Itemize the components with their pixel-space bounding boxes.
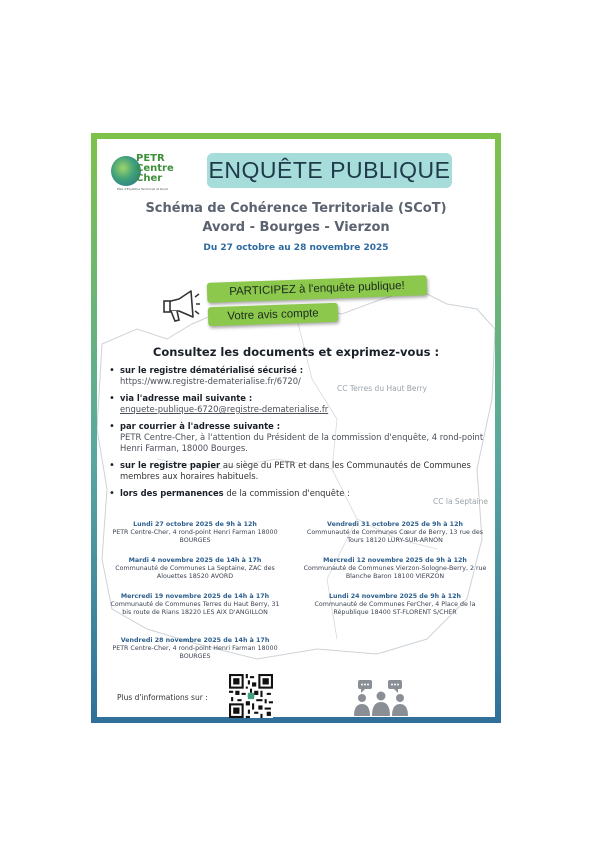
permanence-item: Mardi 4 novembre 2025 de 14h à 17h Communauté de Communes La Septaine, ZAC des Alouettes 18520 AVORD xyxy=(115,557,275,580)
permanence-item: Mercredi 19 novembre 2025 de 14h à 17h Communauté de Communes Terres du Haut Berry, 31 bis route de Rians 18220 LES AIX D'ANGILLON xyxy=(110,593,280,616)
more-info-label: Plus d'informations sur : xyxy=(117,693,208,702)
petr-logo xyxy=(111,154,193,194)
method-email: • via l'adresse mail suivante : enquete-publique-6720@registre-dematerialise.fr xyxy=(109,393,489,415)
email-link[interactable]: enquete-publique-6720@registre-dematerialise.fr xyxy=(120,404,329,414)
permanence-item: Lundi 27 octobre 2025 de 9h à 12h PETR Centre-Cher, 4 rond-point Henri Farman 18000 BOURGES xyxy=(112,521,278,544)
subtitle-cities: Avord - Bourges - Vierzon xyxy=(202,220,390,235)
permanence-item: Vendredi 28 novembre 2025 de 14h à 17h PETR Centre-Cher, 4 rond-point Henri Farman 18000 BOURGES xyxy=(112,637,278,660)
page-title: ENQUÊTE PUBLIQUE xyxy=(208,157,451,183)
method-online-registry: • sur le registre dématérialisé sécurisé : https://www.registre-dematerialise.fr/6720/ xyxy=(109,365,489,387)
enquiry-dates: Du 27 octobre au 28 novembre 2025 xyxy=(203,243,389,253)
map-label-septaine: CC la Septaine xyxy=(433,497,489,506)
your-opinion-banner: Votre avis compte xyxy=(208,303,339,327)
megaphone-icon xyxy=(159,287,201,327)
logo-tagline: Pôle d'Équilibre Territorial et Rural xyxy=(117,187,168,191)
discussion-people-icon xyxy=(352,680,410,716)
permanence-item: Lundi 24 novembre 2025 de 9h à 12h Communauté de Communes FerCher, 4 Place de la République 18400 ST-FLORENT S/CHER xyxy=(314,593,476,616)
map-label-terres-haut-berry: CC Terres du Haut Berry xyxy=(337,384,427,393)
permanence-item: Vendredi 31 octobre 2025 de 9h à 12h Communauté de Communes Cœur de Berry, 13 rue des Tours 18120 LURY-SUR-ARNON xyxy=(306,521,484,544)
method-paper-registry: • sur le registre papier au siège du PETR et dans les Communautés de Communes membres aux horaires habituels. xyxy=(109,460,489,482)
postal-address: PETR Centre-Cher, à l'attention du Président de la commission d'enquête, 4 rond-point Henri Farman, 18000 Bourges. xyxy=(120,432,484,453)
participate-banner: PARTICIPEZ à l'enquête publique! xyxy=(207,275,428,303)
poster xyxy=(91,133,501,723)
subtitle-scot: Schéma de Cohérence Territoriale (SCoT) xyxy=(145,201,447,216)
title-banner xyxy=(207,153,452,188)
participation-methods-list xyxy=(109,365,489,505)
registry-link[interactable]: https://www.registre-dematerialise.fr/6720/ xyxy=(120,376,301,386)
logo-text: PETR Centre Cher xyxy=(136,153,174,184)
qr-code[interactable] xyxy=(229,674,273,718)
method-permanences: • lors des permanences de la commission d'enquête : xyxy=(109,488,489,499)
permanence-item: Mercredi 12 novembre 2025 de 9h à 12h Communauté de Communes Vierzon-Sologne-Berry, 2 rue Blanche Baron 18100 VIERZON xyxy=(303,557,487,580)
method-mail: • par courrier à l'adresse suivante : PETR Centre-Cher, à l'attention du Président de la commission d'enquête, 4 rond-point Henri Farman, 18000 Bourges. xyxy=(109,421,489,454)
consult-heading: Consultez les documents et exprimez-vous : xyxy=(152,345,440,359)
